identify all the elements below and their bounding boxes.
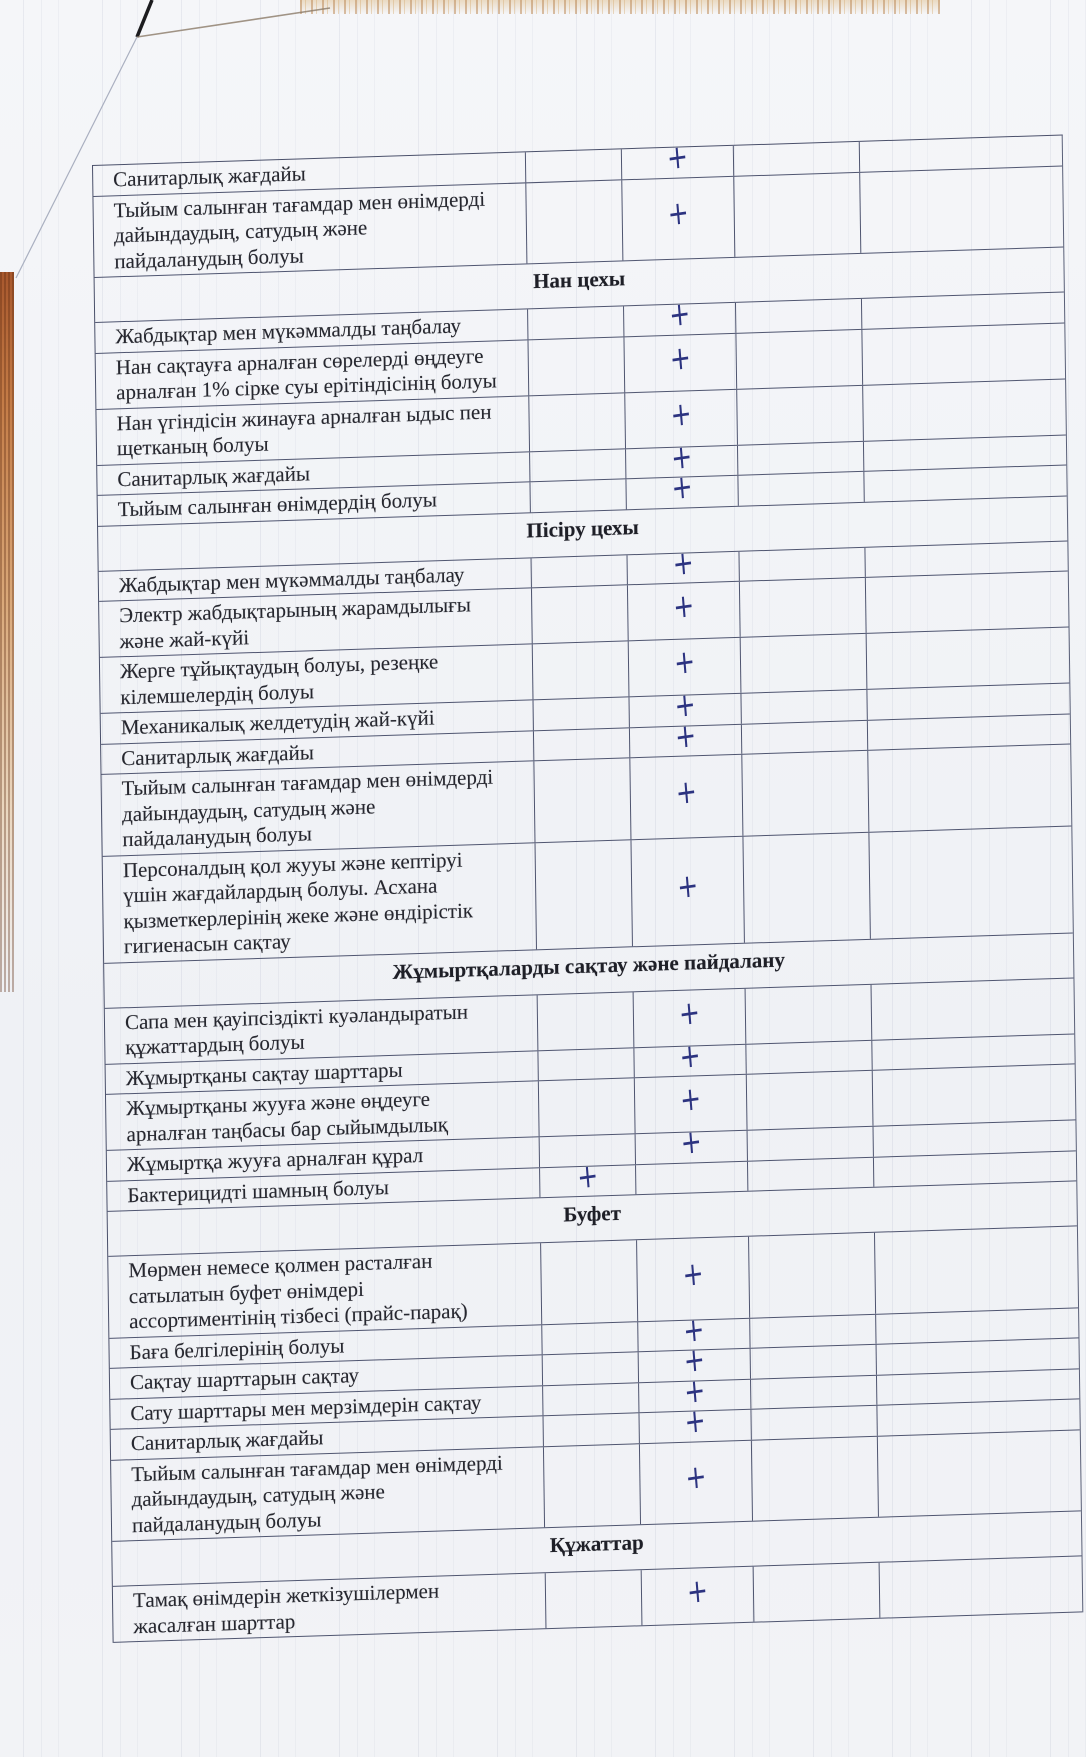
column-4-cell bbox=[866, 627, 1070, 688]
criterion-text: құжаттардың болуы bbox=[125, 1029, 305, 1060]
column-3-cell bbox=[747, 1127, 873, 1160]
column-1-cell bbox=[543, 1413, 639, 1446]
column-2-cell bbox=[623, 333, 736, 392]
column-2-cell bbox=[623, 294, 735, 336]
criterion-text: Нан үгіндісін жинауға арналған ыдыс пен bbox=[116, 399, 492, 435]
criterion-text: дайындаудың, сатудың және bbox=[131, 1479, 386, 1512]
criterion-text: Мөрмен немесе қолмен расталған bbox=[128, 1248, 433, 1283]
column-3-cell bbox=[735, 329, 862, 388]
criterion-text: Санитарлық жағдайы bbox=[113, 161, 306, 192]
column-4-cell bbox=[867, 744, 1071, 831]
column-1-cell bbox=[543, 1444, 640, 1528]
column-3-cell bbox=[751, 1436, 878, 1520]
plus-mark: + bbox=[671, 585, 696, 627]
column-3-cell bbox=[748, 1233, 875, 1317]
column-3-cell bbox=[745, 1040, 871, 1073]
checklist-table bbox=[92, 134, 1083, 1642]
criterion-text: Тыйым салынған өнімдердің болуы bbox=[117, 487, 438, 522]
section-title: Буфет bbox=[563, 1200, 622, 1227]
column-1-cell bbox=[538, 1078, 635, 1136]
column-2-cell bbox=[630, 836, 743, 946]
column-2-cell bbox=[638, 1400, 750, 1443]
column-3-cell bbox=[733, 142, 859, 175]
criterion-text: Тыйым салынған тағамдар мен өнімдерді bbox=[113, 186, 486, 222]
criterion-text: дайындаудың, сатудың және bbox=[113, 215, 368, 248]
column-1-cell bbox=[537, 992, 634, 1050]
column-1-cell bbox=[525, 180, 622, 264]
column-3-cell bbox=[738, 547, 864, 580]
criterion-cell bbox=[93, 183, 526, 277]
column-3-cell bbox=[749, 1314, 875, 1347]
criterion-text: Санитарлық жағдайы bbox=[117, 460, 311, 491]
column-4-cell bbox=[861, 323, 1065, 384]
plus-mark: + bbox=[665, 137, 690, 178]
column-4-cell bbox=[879, 1556, 1083, 1617]
plus-mark: + bbox=[678, 1035, 702, 1077]
criterion-text: сатылатын буфет өнімдері bbox=[128, 1276, 364, 1308]
column-3-cell bbox=[740, 634, 867, 693]
column-2-cell bbox=[626, 542, 738, 584]
criterion-text: ассортиментінің тізбесі (прайс-парақ) bbox=[128, 1298, 468, 1334]
criterion-cell bbox=[108, 1243, 541, 1337]
column-4-cell bbox=[872, 1064, 1076, 1125]
column-3-cell bbox=[733, 172, 860, 256]
column-1-cell bbox=[531, 555, 627, 588]
column-1-cell bbox=[529, 479, 625, 512]
plus-mark: + bbox=[683, 1456, 708, 1498]
column-1-cell bbox=[527, 306, 623, 339]
criterion-text: пайдаланудың болуы bbox=[131, 1506, 322, 1537]
criterion-text: гигиенасын сақтау bbox=[123, 929, 291, 959]
criterion-text: Жерге тұйықтаудың болуы, резеңке bbox=[119, 649, 439, 684]
section-title: Нан цехы bbox=[532, 266, 626, 294]
column-2-cell bbox=[639, 1440, 752, 1524]
column-1-cell bbox=[541, 1322, 637, 1355]
column-3-cell bbox=[746, 1071, 873, 1130]
plus-mark: + bbox=[679, 1122, 704, 1163]
column-3-cell bbox=[740, 690, 866, 723]
criterion-text: Сапа мен қауіпсіздікті куәландыратын bbox=[124, 998, 469, 1034]
section-title: Құжаттар bbox=[549, 1530, 644, 1558]
column-1-cell bbox=[525, 149, 621, 182]
plus-mark: + bbox=[682, 1370, 707, 1411]
criterion-text: дайындаудың, сатудың және bbox=[121, 793, 376, 826]
column-3-cell bbox=[741, 751, 868, 835]
criterion-text: Жұмыртқа жууға арналған құрал bbox=[126, 1142, 424, 1177]
plus-mark: + bbox=[671, 542, 696, 584]
column-2-cell bbox=[629, 755, 742, 839]
column-1-cell bbox=[542, 1352, 638, 1385]
checklist-sheet bbox=[92, 134, 1083, 1642]
criterion-text: Жұмыртқаны жууға және өңдеуге bbox=[126, 1086, 431, 1121]
plus-mark: + bbox=[681, 1253, 705, 1294]
column-3-cell bbox=[750, 1406, 876, 1439]
column-1-cell bbox=[527, 337, 624, 395]
column-1-cell bbox=[531, 585, 628, 643]
column-2-cell bbox=[627, 582, 740, 641]
criterion-text: кілемшелердің болуы bbox=[120, 678, 315, 709]
column-2-cell bbox=[621, 176, 734, 260]
plus-mark: + bbox=[685, 1570, 710, 1612]
column-3-cell bbox=[753, 1563, 880, 1622]
plus-mark: + bbox=[667, 294, 692, 335]
criterion-cell bbox=[103, 843, 536, 963]
plus-mark: + bbox=[675, 865, 700, 907]
criterion-text: үшін жағдайлардың болуы. Асхана bbox=[123, 873, 438, 908]
column-2-cell bbox=[635, 1122, 747, 1164]
section-title: Пісіру цехы bbox=[526, 514, 639, 542]
column-1-cell bbox=[529, 449, 625, 482]
criterion-text: Санитарлық жағдайы bbox=[121, 739, 315, 770]
criterion-text: Санитарлық жағдайы bbox=[130, 1425, 324, 1456]
column-3-cell bbox=[737, 472, 863, 505]
criterion-text: пайдаланудың болуы bbox=[114, 242, 304, 273]
column-2-cell bbox=[641, 1567, 754, 1626]
plus-mark: + bbox=[677, 992, 702, 1033]
plus-mark: + bbox=[673, 685, 698, 726]
column-3-cell bbox=[735, 299, 861, 332]
column-3-cell bbox=[747, 1157, 873, 1190]
criterion-text: арналған таңбасы бар сыйымдылық bbox=[126, 1111, 449, 1146]
criterion-text: қызметкерлерінің жеке және өндірістік bbox=[123, 897, 474, 933]
plus-mark: + bbox=[668, 337, 693, 378]
section-title: Жұмыртқаларды сақтау және пайдалану bbox=[392, 947, 786, 984]
column-3-cell bbox=[750, 1345, 876, 1378]
column-4-cell bbox=[877, 1430, 1081, 1517]
column-1-cell bbox=[539, 1155, 635, 1198]
column-2-cell bbox=[621, 137, 733, 179]
criterion-text: Сақтау шарттарын сақтау bbox=[129, 1363, 360, 1395]
column-2-cell bbox=[625, 467, 737, 509]
column-4-cell bbox=[871, 978, 1075, 1039]
column-4-cell bbox=[862, 379, 1066, 440]
column-2-cell bbox=[635, 1161, 747, 1194]
column-1-cell bbox=[545, 1570, 642, 1628]
column-2-cell bbox=[636, 1237, 749, 1321]
plus-mark: + bbox=[669, 393, 693, 434]
column-1-cell bbox=[542, 1383, 638, 1416]
criterion-text: Жабдықтар мен мүкәммалды таңбалау bbox=[115, 313, 462, 349]
criterion-text: Нан сақтауға арналған сөрелерді өңдеуге bbox=[115, 343, 484, 379]
column-1-cell bbox=[528, 393, 625, 451]
column-2-cell bbox=[633, 1035, 745, 1077]
criterion-text: Электр жабдықтарының жарамдылығы bbox=[119, 592, 472, 628]
column-3-cell bbox=[750, 1375, 876, 1408]
column-1-cell bbox=[540, 1240, 637, 1324]
criterion-text: Сату шарттары мен мерзімдерін сақтау bbox=[130, 1389, 482, 1425]
criterion-text: Бактерицидті шамның болуы bbox=[127, 1174, 390, 1207]
criterion-text: Тыйым салынған тағамдар мен өнімдерді bbox=[121, 764, 494, 801]
criterion-text: Баға белгілерінің болуы bbox=[129, 1332, 345, 1364]
plus-mark: + bbox=[678, 1078, 703, 1120]
column-4-cell bbox=[874, 1226, 1078, 1313]
plus-mark: + bbox=[669, 436, 694, 478]
plus-mark: + bbox=[681, 1309, 706, 1350]
plus-mark: + bbox=[674, 771, 699, 813]
column-3-cell bbox=[742, 832, 869, 942]
criterion-text: пайдаланудың болуы bbox=[122, 821, 313, 852]
criterion-text: Жабдықтар мен мүкәммалды таңбалау bbox=[118, 561, 465, 597]
column-1-cell bbox=[537, 1048, 633, 1081]
plus-mark: + bbox=[673, 715, 698, 757]
column-3-cell bbox=[736, 385, 863, 444]
criterion-text: Персоналдың қол жууы және кептіруі bbox=[122, 847, 463, 882]
column-3-cell bbox=[745, 984, 872, 1043]
column-4-cell bbox=[859, 166, 1063, 253]
column-1-cell bbox=[535, 840, 632, 949]
plus-mark: + bbox=[575, 1155, 600, 1197]
criterion-text: Тамақ өнімдерін жеткізушілермен bbox=[132, 1578, 440, 1613]
criterion-text: Жұмыртқаны сақтау шарттары bbox=[125, 1057, 403, 1090]
column-4-cell bbox=[865, 571, 1069, 632]
criterion-text: арналған 1% сірке суы ерітіндісінің болуы bbox=[116, 368, 497, 405]
column-3-cell bbox=[737, 441, 863, 474]
column-3-cell bbox=[741, 720, 867, 753]
column-3-cell bbox=[739, 578, 866, 637]
column-2-cell bbox=[629, 715, 741, 757]
plus-mark: + bbox=[682, 1339, 707, 1381]
column-4-cell bbox=[868, 826, 1072, 938]
criterion-cell bbox=[102, 761, 535, 855]
plus-mark: + bbox=[672, 641, 697, 683]
column-1-cell bbox=[533, 728, 629, 761]
criterion-text: Механикалық желдетудің жай-күйі bbox=[120, 705, 435, 740]
criterion-cell bbox=[111, 1447, 544, 1541]
criterion-text: Тыйым салынған тағамдар мен өнімдерді bbox=[131, 1450, 503, 1486]
criterion-text: щетканың болуы bbox=[116, 431, 269, 461]
column-1-cell bbox=[533, 697, 629, 730]
column-1-cell bbox=[533, 758, 630, 842]
criterion-text: жасалған шарттар bbox=[133, 1608, 296, 1638]
plus-mark: + bbox=[670, 467, 694, 508]
criterion-text: және жай-күйі bbox=[119, 624, 250, 653]
plus-mark: + bbox=[683, 1400, 708, 1442]
column-1-cell bbox=[532, 641, 629, 699]
plus-mark: + bbox=[666, 193, 691, 234]
